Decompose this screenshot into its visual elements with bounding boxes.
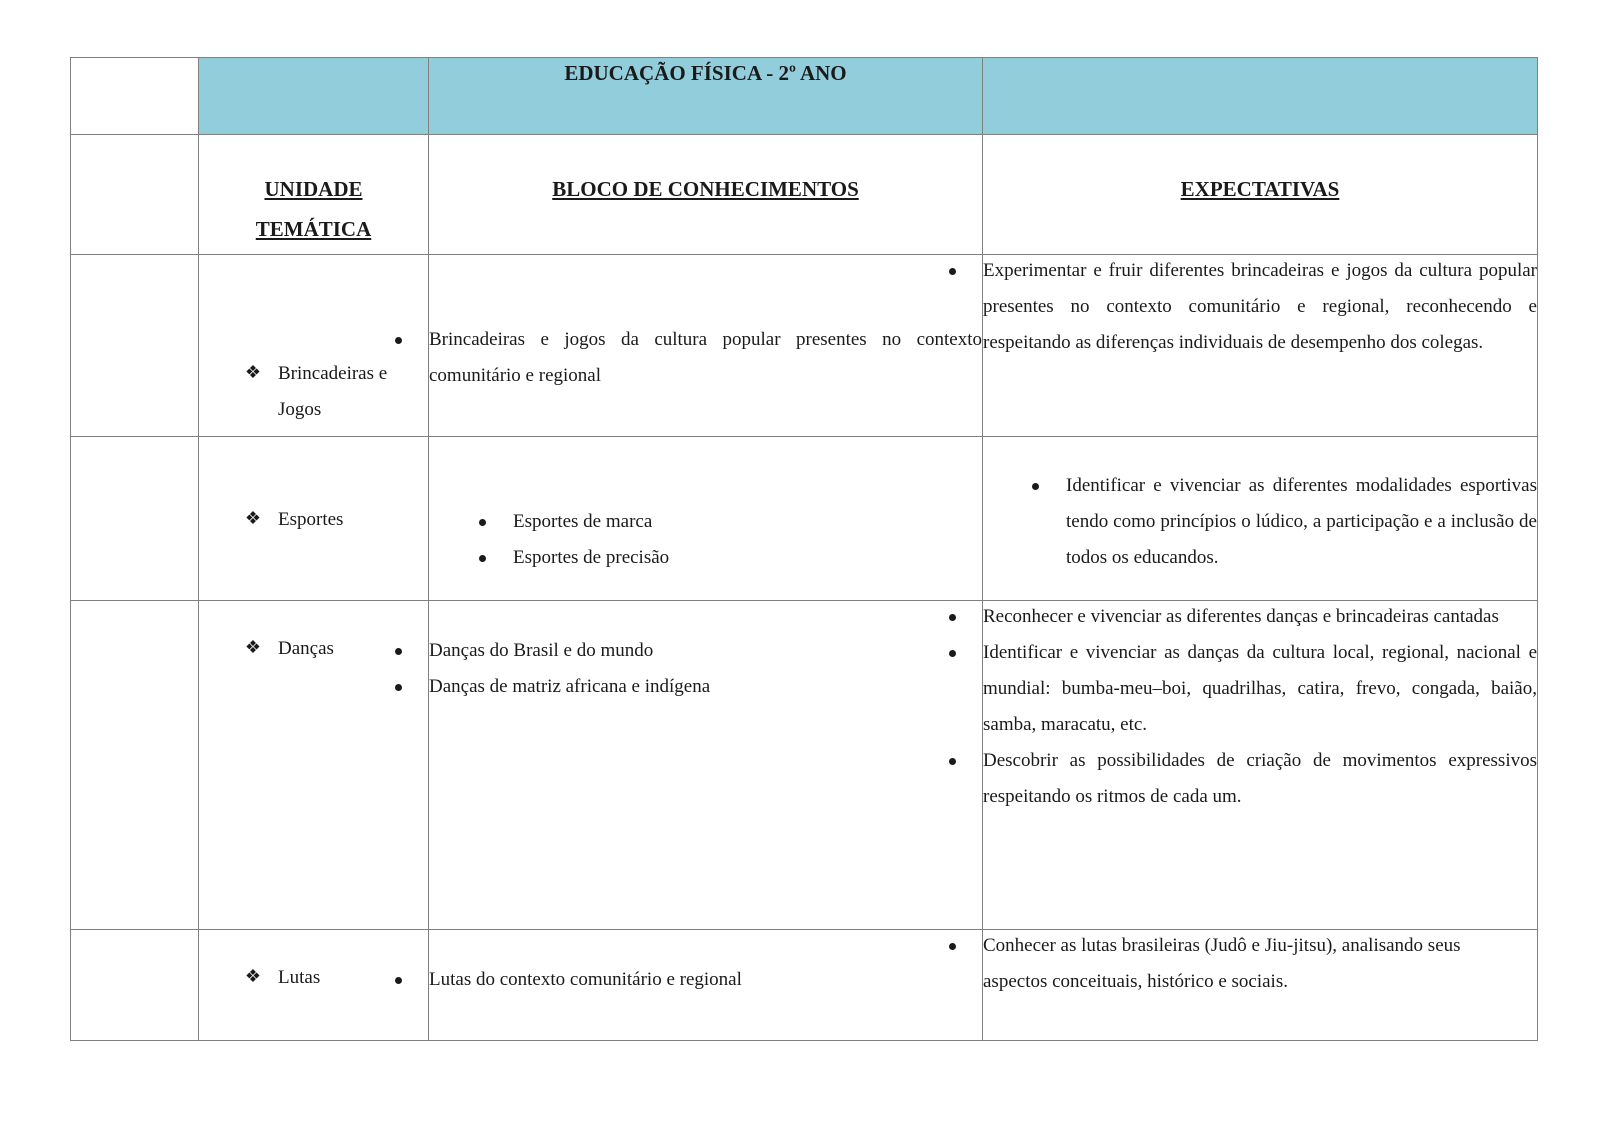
list-item: Reconhecer e vivenciar as diferentes danças e brincadeiras cantadas <box>983 599 1537 635</box>
list-item: Descobrir as possibilidades de criação de movimentos expressivos respeitando os ritmos de cada um. <box>983 743 1537 815</box>
bullet-icon <box>1032 483 1039 490</box>
bullet-icon <box>395 684 402 691</box>
blank-cell <box>71 601 199 930</box>
expectativas-cell <box>983 930 1538 1041</box>
expectativas-cell <box>983 255 1538 437</box>
unidade-cell <box>199 601 429 930</box>
bloco-cell <box>429 437 983 601</box>
table-row <box>71 437 1538 601</box>
blank-cell <box>71 930 199 1041</box>
bullet-icon <box>949 268 956 275</box>
table-row <box>71 601 1538 930</box>
unidade-cell <box>199 930 429 1041</box>
list-item: Identificar e vivenciar as danças da cultura local, regional, nacional e mundial: bumba-meu–boi, quadrilhas, catira, frevo, congada, baião, samba, maracatu, etc. <box>983 635 1537 743</box>
header-expectativas: EXPECTATIVAS <box>1180 177 1340 201</box>
header-bloco: BLOCO DE CONHECIMENTOS <box>552 177 859 201</box>
bloco-cell <box>429 601 983 930</box>
table-row <box>71 255 1538 437</box>
diamond-bullet-icon: ❖ <box>244 508 262 528</box>
blank-cell <box>71 437 199 601</box>
unidade-label: Lutas <box>278 967 321 988</box>
page-title: EDUCAÇÃO FÍSICA - 2º ANO <box>564 61 847 85</box>
blank-cell <box>71 255 199 437</box>
curriculum-table <box>70 57 1538 1041</box>
title-fill-cell <box>983 58 1538 135</box>
bullet-icon <box>395 337 402 344</box>
diamond-bullet-icon: ❖ <box>244 966 262 986</box>
list-item: Danças do Brasil e do mundo <box>429 633 982 669</box>
blank-cell <box>71 135 199 255</box>
list-item: Esportes de marca <box>513 504 982 540</box>
header-unidade: UNIDADE TEMÁTICA <box>255 177 372 241</box>
list-item: Conhecer as lutas brasileiras (Judô e Jiu-jitsu), analisando seus aspectos conceituais, histórico e sociais. <box>983 928 1487 1000</box>
unidade-label: Brincadeiras e Jogos <box>278 363 388 420</box>
list-item: Lutas do contexto comunitário e regional <box>429 962 982 998</box>
expectativas-cell <box>983 437 1538 601</box>
blank-cell <box>71 58 199 135</box>
title-cell <box>429 58 983 135</box>
diamond-bullet-icon: ❖ <box>244 637 262 657</box>
title-row <box>71 58 1538 135</box>
bloco-cell <box>429 930 983 1041</box>
list-item: Identificar e vivenciar as diferentes modalidades esportivas tendo como princípios o lúdico, a participação e a inclusão de todos os educandos. <box>1066 468 1537 576</box>
diamond-bullet-icon: ❖ <box>244 362 262 382</box>
bullet-icon <box>395 648 402 655</box>
expectativas-cell <box>983 601 1538 930</box>
list-item: Brincadeiras e jogos da cultura popular presentes no contexto comunitário e regional <box>429 322 982 394</box>
bullet-icon <box>949 758 956 765</box>
list-item: Experimentar e fruir diferentes brincadeiras e jogos da cultura popular presentes no contexto comunitário e regional, reconhecendo e respeitando as diferenças individuais de desempenho dos colegas. <box>983 253 1537 361</box>
bullet-icon <box>949 943 956 950</box>
bullet-icon <box>479 555 486 562</box>
bullet-icon <box>479 519 486 526</box>
unidade-label: Danças <box>278 638 334 659</box>
list-item: Esportes de precisão <box>513 540 982 576</box>
bullet-icon <box>395 977 402 984</box>
header-expectativas-cell <box>983 135 1538 255</box>
unidade-label: Esportes <box>278 509 344 530</box>
title-fill-cell <box>199 58 429 135</box>
list-item: Danças de matriz africana e indígena <box>429 669 982 705</box>
unidade-cell <box>199 437 429 601</box>
bloco-cell <box>429 255 983 437</box>
bullet-icon <box>949 614 956 621</box>
bullet-icon <box>949 650 956 657</box>
table-row <box>71 930 1538 1041</box>
header-unidade-cell <box>199 135 429 255</box>
header-row <box>71 135 1538 255</box>
unidade-cell <box>199 255 429 437</box>
header-bloco-cell <box>429 135 983 255</box>
